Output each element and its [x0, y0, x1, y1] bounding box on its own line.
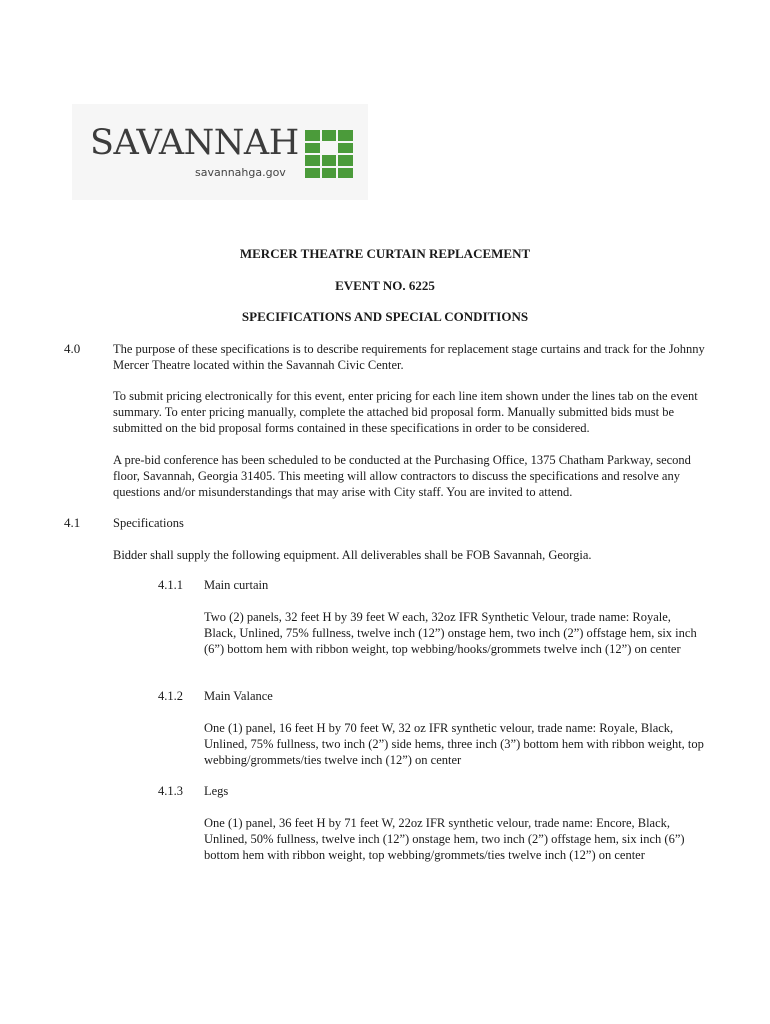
item-title: Main curtain [204, 578, 269, 592]
document-subtitle: SPECIFICATIONS AND SPECIAL CONDITIONS [241, 309, 529, 324]
item-description: Two (2) panels, 32 feet H by 39 feet W each, 32oz IFR Synthetic Velour, trade name: Royale, Black, Unlined, 75% fullness, twelve inch (12”) onstage hem, two inch (2”) offstage hem, six inch (6”) bottom hem with ribbon weight, top webbing/hooks/grommets twelve inch (12”) on center [204, 610, 697, 656]
section-number: 4.0 [64, 341, 81, 356]
brick-square-icon [305, 130, 353, 178]
logo-wordmark: SAVANNAH [90, 123, 299, 163]
paragraph-purpose: The purpose of these specifications is to describe requirements for replacement stage curtains and track for the Johnny Mercer Theatre located within the Savannah Civic Center. [113, 342, 705, 372]
item-description: One (1) panel, 16 feet H by 70 feet W, 32 oz IFR synthetic velour, trade name: Royale, Black, Unlined, 75% fullness, two inch (2”) side hems, three inch (3”) bottom hem with ribbon weight, top webbing/grommets/ties twelve inch (12”) on center [204, 721, 704, 767]
paragraph-pricing: To submit pricing electronically for this event, enter pricing for each line item shown under the lines tab on the event summary. To enter pricing manually, complete the attached bid proposal form. Manually submitted bids must be submitted on the bid proposal forms contained in these specifications in order to be considered. [113, 389, 698, 435]
item-title: Main Valance [204, 689, 273, 703]
item-number: 4.1.2 [158, 689, 183, 703]
section-title: Specifications [113, 516, 184, 530]
paragraph-intro: Bidder shall supply the following equipment. All deliverables shall be FOB Savannah, Georgia. [113, 548, 592, 562]
item-description: One (1) panel, 36 feet H by 71 feet W, 22oz IFR synthetic velour, trade name: Encore, Black, Unlined, 50% fullness, twelve inch (12”) onstage hem, two inch (2”) offstage hem, six inch (6”) bottom hem with ribbon weight, top webbing/grommets/ties twelve inch (12”) on center [204, 816, 685, 862]
item-number: 4.1.1 [158, 578, 183, 592]
logo-url: savannahga.gov [195, 166, 286, 179]
item-title: Legs [204, 784, 229, 798]
section-number: 4.1 [64, 515, 81, 530]
savannah-logo [72, 104, 368, 200]
document-title: MERCER THEATRE CURTAIN REPLACEMENT [239, 246, 531, 261]
event-number: EVENT NO. 6225 [335, 278, 435, 293]
paragraph-pre-bid: A pre-bid conference has been scheduled to be conducted at the Purchasing Office, 1375 Chatham Parkway, second floor, Savannah, Georgia 31405. This meeting will allow contractors to discuss the specifications and resolve any questions and/or misunderstandings that may arise with City staff. You are invited to attend. [113, 453, 691, 499]
item-number: 4.1.3 [158, 784, 183, 798]
